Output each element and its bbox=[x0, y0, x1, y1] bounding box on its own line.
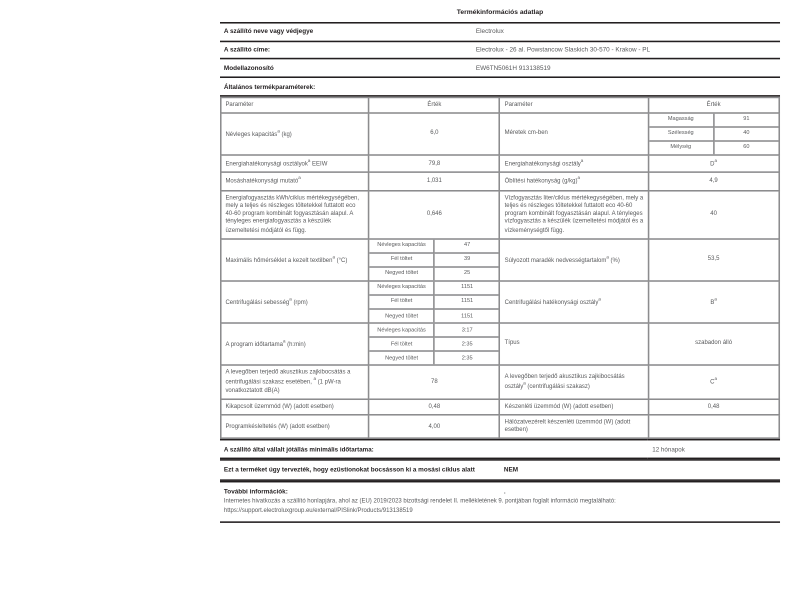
rinsing-label bbox=[500, 173, 648, 191]
load-full-label: Névleges kapacitás bbox=[370, 324, 435, 337]
energy-class-value bbox=[648, 155, 779, 173]
microplastic-value: NEM bbox=[500, 460, 780, 481]
residual-moisture-label-text: Súlyozott maradék nedvességtartalom bbox=[504, 256, 607, 263]
footnote-marker: a bbox=[523, 379, 526, 386]
capacity-label bbox=[221, 113, 369, 155]
eei-label-tail: EEIW bbox=[310, 160, 328, 167]
table-row bbox=[370, 282, 500, 295]
table-row bbox=[649, 113, 779, 126]
table-row bbox=[220, 482, 780, 497]
model-id-label: Modellazonosító bbox=[220, 59, 472, 77]
table-row bbox=[220, 59, 780, 77]
wash-index-label-text: Mosáshatékonysági mutató bbox=[225, 178, 299, 185]
footnote-marker: a bbox=[606, 253, 609, 260]
table-row bbox=[370, 337, 500, 351]
load-quarter-label: Negyed töltet bbox=[370, 351, 435, 364]
footnote-marker: a bbox=[598, 295, 601, 302]
table-row bbox=[370, 324, 500, 337]
table-row bbox=[370, 295, 500, 309]
max-temp-loads-cell bbox=[369, 239, 500, 281]
table-row-duration bbox=[221, 323, 779, 365]
table-row-eei bbox=[221, 155, 779, 173]
supplier-name-label: A szállító neve vagy védjegye bbox=[220, 22, 472, 40]
footnote-marker: a bbox=[714, 157, 718, 164]
page-title: Termékinformációs adatlap bbox=[456, 8, 544, 16]
spin-speed-label-unit: (rpm) bbox=[291, 298, 308, 306]
footnote-marker: a bbox=[714, 375, 718, 382]
further-info-title: További információk: bbox=[220, 482, 500, 497]
noise-label-unit: (1 pW-ra vonatkoztatott dB(A) bbox=[225, 379, 341, 394]
table-header-row bbox=[221, 97, 779, 113]
load-quarter-value: 1151 bbox=[434, 309, 499, 322]
footnote-marker: a bbox=[277, 127, 280, 134]
microplastic-label: Ezt a terméket úgy tervezték, hogy ezüstionokat bocsásson ki a mosási ciklus alatt bbox=[220, 460, 500, 481]
footnote-marker: a bbox=[313, 375, 317, 382]
model-id-value: EW6TN5061H 913138519 bbox=[472, 59, 780, 77]
depth-label: Mélység bbox=[649, 141, 714, 154]
warranty-value: 12 hónapok bbox=[648, 440, 780, 458]
warranty-table bbox=[220, 440, 780, 460]
eei-label bbox=[221, 155, 369, 173]
table-row-noise bbox=[221, 365, 779, 399]
width-value: 40 bbox=[714, 127, 779, 141]
table-row bbox=[370, 309, 500, 322]
noise-label bbox=[221, 365, 369, 399]
table-row-spin-speed bbox=[221, 281, 779, 323]
spin-speed-label bbox=[221, 281, 369, 323]
noise-class-label-tail: (centrifugálási szakasz) bbox=[525, 383, 590, 390]
footnote-marker: a bbox=[282, 337, 286, 344]
load-half-label: Fél töltet bbox=[370, 337, 435, 351]
load-half-label: Fél töltet bbox=[370, 253, 435, 267]
residual-moisture-label-unit: (%) bbox=[608, 256, 620, 263]
capacity-label-unit: (kg) bbox=[279, 130, 292, 137]
noise-class-label bbox=[500, 365, 648, 399]
table-row bbox=[370, 267, 500, 280]
energy-class-label bbox=[500, 155, 648, 173]
max-temp-loads-table bbox=[370, 239, 500, 280]
parameters-table bbox=[220, 96, 780, 440]
delay-start-label: Programkésleltetés (W) (adott esetben) bbox=[221, 415, 369, 439]
table-row bbox=[649, 127, 779, 141]
col-param-left: Paraméter bbox=[221, 97, 369, 113]
supplier-address-label: A szállító címe: bbox=[220, 41, 472, 59]
col-value-right: Érték bbox=[648, 97, 779, 113]
dimensions-cell bbox=[648, 113, 779, 155]
table-row bbox=[370, 351, 500, 364]
product-information-sheet bbox=[220, 8, 780, 522]
max-temp-label-unit: (°C) bbox=[334, 256, 348, 263]
table-row bbox=[370, 253, 500, 267]
load-quarter-value: 2:35 bbox=[434, 351, 499, 364]
networked-standby-label: Hálózatvezérelt készenléti üzemmód (W) (adott esetben) bbox=[500, 415, 648, 439]
max-temp-label bbox=[221, 239, 369, 281]
load-full-value: 47 bbox=[434, 239, 499, 252]
capacity-label-text: Névleges kapacitás bbox=[225, 130, 278, 137]
width-label: Szélesség bbox=[649, 127, 714, 141]
table-row-off-mode bbox=[221, 399, 779, 415]
col-param-right: Paraméter bbox=[500, 97, 648, 113]
footnote-marker: a bbox=[580, 157, 584, 164]
footnote-marker: a bbox=[714, 295, 717, 302]
standby-value: 0,48 bbox=[648, 399, 779, 415]
supplier-name-value: Electrolux bbox=[472, 22, 780, 40]
footnote-marker: a bbox=[289, 295, 292, 302]
spin-class-value bbox=[648, 281, 779, 323]
energy-consumption-value: 0,646 bbox=[369, 191, 500, 239]
table-row bbox=[220, 77, 780, 95]
noise-class-value bbox=[648, 365, 779, 399]
spin-speed-label-text: Centrifugálási sebesség bbox=[225, 298, 290, 306]
type-label: Típus bbox=[500, 323, 648, 365]
microplastic-table bbox=[220, 459, 780, 481]
water-consumption-label: Vízfogyasztás liter/ciklus mértékegységében, mely a teljes és részleges töltetekkel futtatott eco 40-60 program kombinált fogyasztásán alapul. A tényleges vízfogyasztás a készülék üzemeltetési módjától és a vízkeménységtől függ. bbox=[500, 191, 648, 239]
off-mode-label: Kikapcsolt üzemmód (W) (adott esetben) bbox=[221, 399, 369, 415]
further-info-table bbox=[220, 481, 780, 522]
energy-class-letter: D bbox=[710, 160, 715, 167]
rinsing-label-text: Öblítési hatékonyság (g/kg) bbox=[504, 178, 578, 185]
capacity-value: 6,0 bbox=[369, 113, 500, 155]
section-heading: Általános termékparaméterek: bbox=[220, 77, 780, 95]
eei-value: 79,8 bbox=[369, 155, 500, 173]
table-row bbox=[370, 239, 500, 252]
energy-class-label-text: Energiahatékonysági osztály bbox=[504, 160, 581, 167]
duration-loads-table bbox=[370, 324, 500, 365]
table-row bbox=[220, 440, 780, 458]
duration-label bbox=[221, 323, 369, 365]
footnote-marker: a bbox=[307, 157, 311, 164]
footnote-marker: a bbox=[298, 175, 301, 182]
max-temp-label-text: Maximális hőmérséklet a kezelt textilben bbox=[225, 256, 333, 263]
off-mode-value: 0,48 bbox=[369, 399, 500, 415]
standby-label: Készenléti üzemmód (W) (adott esetben) bbox=[500, 399, 648, 415]
noise-class-label-text: A levegőben terjedő akusztikus zajkibocsátás osztály bbox=[504, 373, 625, 390]
footnote-marker: a bbox=[332, 253, 335, 260]
load-quarter-value: 25 bbox=[434, 267, 499, 280]
load-half-value: 39 bbox=[434, 253, 499, 267]
load-full-value: 3:17 bbox=[434, 324, 499, 337]
supplier-address-value: Electrolux - 26 al. Powstancow Slaskich 30-570 - Krakow - PL bbox=[472, 41, 780, 59]
duration-label-unit: (h:min) bbox=[285, 340, 306, 348]
duration-loads-cell bbox=[369, 323, 500, 365]
networked-standby-value bbox=[648, 415, 779, 439]
spin-class-label-text: Centrifugálási hatékonysági osztály bbox=[504, 298, 599, 306]
load-full-label: Névleges kapacitás bbox=[370, 282, 435, 295]
residual-moisture-label bbox=[500, 239, 648, 281]
spin-class-letter: B bbox=[710, 298, 715, 306]
table-row-consumption bbox=[221, 191, 779, 239]
rinsing-value: 4,9 bbox=[648, 173, 779, 191]
eei-label-text: Energiahatékonysági osztályok bbox=[225, 160, 308, 167]
table-row bbox=[220, 22, 780, 40]
load-quarter-label: Negyed töltet bbox=[370, 267, 435, 280]
duration-label-text: A program időtartama bbox=[225, 340, 283, 348]
load-full-label: Névleges kapacitás bbox=[370, 239, 435, 252]
wash-index-label bbox=[221, 173, 369, 191]
dimensions-label: Méretek cm-ben bbox=[500, 113, 648, 155]
table-row bbox=[649, 141, 779, 154]
col-value-left: Érték bbox=[369, 97, 500, 113]
dimensions-table bbox=[649, 113, 779, 154]
table-row-delay-start bbox=[221, 415, 779, 439]
load-half-value: 1151 bbox=[434, 295, 499, 309]
noise-class-letter: C bbox=[710, 379, 715, 386]
type-value: szabadon álló bbox=[648, 323, 779, 365]
load-half-label: Fél töltet bbox=[370, 295, 435, 309]
residual-moisture-value: 53,5 bbox=[648, 239, 779, 281]
table-row bbox=[220, 460, 780, 481]
depth-value: 60 bbox=[714, 141, 779, 154]
noise-value: 78 bbox=[369, 365, 500, 399]
wash-index-value: 1,031 bbox=[369, 173, 500, 191]
footnote-marker: a bbox=[577, 175, 580, 182]
noise-label-text: A levegőben terjedő akusztikus zajkibocsátás a centrifugálási szakasz esetében, bbox=[225, 368, 351, 386]
warranty-label: A szállító által vállalt jótállás minimális időtartama: bbox=[220, 440, 648, 458]
table-row bbox=[220, 497, 780, 521]
load-full-value: 1151 bbox=[434, 282, 499, 295]
supplier-table bbox=[220, 22, 780, 96]
table-row-wash-index bbox=[221, 173, 779, 191]
spin-speed-loads-cell bbox=[369, 281, 500, 323]
delay-start-value: 4,00 bbox=[369, 415, 500, 439]
water-consumption-value: 40 bbox=[648, 191, 779, 239]
spin-class-label bbox=[500, 281, 648, 323]
table-row bbox=[220, 41, 780, 59]
height-label: Magasság bbox=[649, 113, 714, 126]
load-half-value: 2:35 bbox=[434, 337, 499, 351]
spin-speed-loads-table bbox=[370, 282, 500, 323]
table-row-capacity bbox=[221, 113, 779, 155]
height-value: 91 bbox=[714, 113, 779, 126]
further-info-body: Internetes hivatkozás a szállító honlapjára, ahol az (EU) 2019/2023 bizottsági rendelet II. mellékletének 9. pontjában foglalt információ megtalálható: https://support.electroluxgroup.eu/external/PISlink/Products/913138519 bbox=[220, 497, 780, 521]
load-quarter-label: Negyed töltet bbox=[370, 309, 435, 322]
table-row-max-temp bbox=[221, 239, 779, 281]
energy-consumption-label: Energiafogyasztás kWh/ciklus mértékegységében, mely a teljes és részleges töltetekkel futtatott eco 40-60 program kombinált fogyasztásán alapul. A tényleges energiafogyasztás a készülék üzemeltetési módjától és függ. bbox=[221, 191, 369, 239]
further-info-dot: . bbox=[500, 482, 780, 497]
